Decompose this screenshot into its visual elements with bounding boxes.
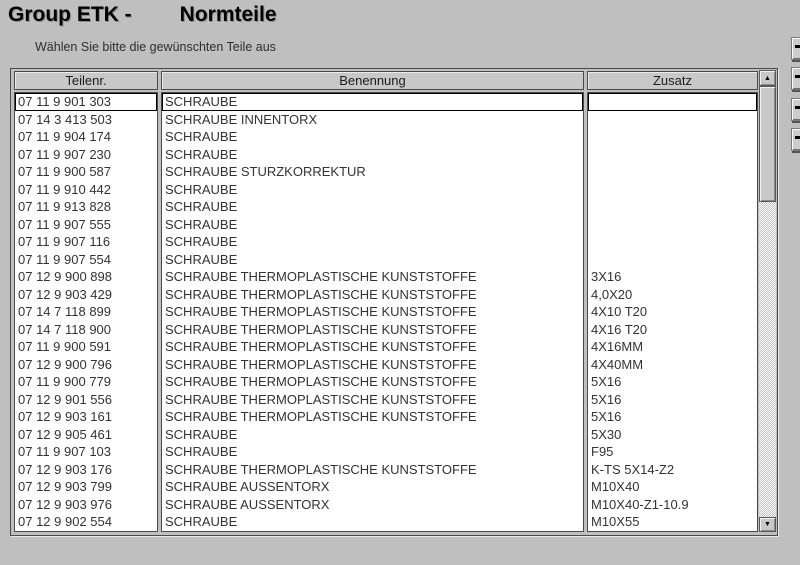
list-column-teilenr — [14, 92, 158, 532]
table-row-cell-zusatz[interactable] — [588, 181, 757, 199]
table-row-cell-teilenr[interactable]: 07 14 7 118 900 — [18, 321, 112, 337]
table-row-cell-zusatz[interactable]: 4X16 T20 — [591, 321, 648, 337]
table-row-cell-benennung[interactable]: SCHRAUBE — [165, 129, 238, 144]
scroll-down-button[interactable] — [759, 517, 776, 532]
vertical-scrollbar — [759, 70, 776, 532]
down-arrow-icon: ▼ — [764, 521, 771, 528]
toolbar-button-icon — [795, 75, 800, 78]
table-row-cell-benennung[interactable]: SCHRAUBE THERMOPLASTISCHE KUNSTSTOFFE — [165, 461, 477, 477]
table-row-cell-benennung[interactable]: SCHRAUBE — [165, 444, 238, 459]
table-row-cell-zusatz[interactable] — [588, 93, 757, 111]
table-row-cell-teilenr[interactable]: 07 11 9 907 230 — [18, 146, 112, 162]
table-row-cell-benennung[interactable]: SCHRAUBE INNENTORX — [165, 111, 318, 127]
toolbar-button-icon — [795, 106, 800, 109]
table-row-cell-benennung[interactable]: SCHRAUBE THERMOPLASTISCHE KUNSTSTOFFE — [165, 391, 477, 407]
table-row-cell-benennung[interactable]: SCHRAUBE — [165, 146, 238, 162]
table-row-cell-teilenr[interactable]: 07 12 9 905 461 — [18, 426, 112, 442]
instruction-text: Wählen Sie bitte die gewünschten Teile aus — [35, 40, 276, 54]
list-column-benennung — [161, 92, 584, 532]
table-row-cell-teilenr[interactable]: 07 14 7 118 899 — [18, 304, 112, 319]
table-row-cell-teilenr[interactable]: 07 14 3 413 503 — [18, 111, 112, 127]
table-row-cell-benennung[interactable]: SCHRAUBE THERMOPLASTISCHE KUNSTSTOFFE — [165, 356, 477, 372]
table-row-cell-benennung[interactable]: SCHRAUBE — [165, 199, 238, 214]
table-row-cell-zusatz[interactable]: 5X30 — [591, 426, 622, 442]
table-row-cell-teilenr[interactable]: 07 11 9 913 828 — [18, 199, 112, 214]
column-header-benennung[interactable]: Benennung — [161, 71, 584, 90]
toolbar-button-icon — [795, 45, 800, 48]
scroll-up-button[interactable] — [759, 70, 776, 86]
table-row-cell-benennung[interactable]: SCHRAUBE THERMOPLASTISCHE KUNSTSTOFFE — [165, 339, 477, 354]
table-row-cell-benennung[interactable]: SCHRAUBE THERMOPLASTISCHE KUNSTSTOFFE — [165, 269, 477, 284]
table-row-cell-benennung[interactable]: SCHRAUBE THERMOPLASTISCHE KUNSTSTOFFE — [165, 374, 477, 389]
toolbar-button-icon — [795, 136, 800, 139]
table-row-cell-benennung[interactable]: SCHRAUBE — [165, 251, 238, 267]
side-toolbar-button[interactable] — [791, 98, 800, 121]
table-row-cell-zusatz[interactable]: F95 — [591, 444, 614, 459]
table-row-cell-benennung[interactable]: SCHRAUBE — [165, 181, 238, 197]
table-row-cell-teilenr[interactable]: 07 12 9 903 176 — [18, 461, 112, 477]
column-header-teilenr[interactable]: Teilenr. — [14, 71, 158, 90]
table-row-cell-benennung[interactable]: SCHRAUBE — [162, 93, 583, 111]
table-row-cell-zusatz[interactable] — [588, 198, 757, 216]
side-toolbar-button[interactable] — [791, 128, 800, 151]
side-toolbar-button[interactable] — [791, 37, 800, 60]
table-row-cell-benennung[interactable]: SCHRAUBE — [165, 514, 238, 529]
table-row-cell-benennung[interactable]: SCHRAUBE — [165, 234, 238, 249]
table-row-cell-benennung[interactable]: SCHRAUBE THERMOPLASTISCHE KUNSTSTOFFE — [165, 286, 477, 302]
table-row-cell-zusatz[interactable]: 4X16MM — [591, 339, 644, 354]
table-row-cell-zusatz[interactable]: M10X40 — [591, 479, 640, 494]
table-row-cell-benennung[interactable]: SCHRAUBE THERMOPLASTISCHE KUNSTSTOFFE — [165, 409, 477, 424]
table-row-cell-zusatz[interactable]: 3X16 — [591, 269, 622, 284]
table-row-cell-benennung[interactable]: SCHRAUBE THERMOPLASTISCHE KUNSTSTOFFE — [165, 321, 477, 337]
scrollbar-track[interactable] — [759, 202, 776, 517]
list-column-zusatz — [587, 92, 758, 532]
table-row-cell-zusatz[interactable]: M10X40-Z1-10.9 — [591, 496, 689, 512]
table-row-cell-zusatz[interactable]: 5X16 — [591, 409, 622, 424]
table-row-cell-teilenr[interactable]: 07 11 9 900 779 — [18, 374, 112, 389]
table-row-cell-teilenr[interactable]: 07 11 9 907 116 — [18, 234, 111, 249]
title-section: Normteile — [179, 3, 277, 26]
table-row-cell-teilenr[interactable]: 07 11 9 900 587 — [18, 164, 112, 179]
table-row-cell-zusatz[interactable]: K-TS 5X14-Z2 — [591, 461, 675, 477]
table-row-cell-teilenr[interactable]: 07 11 9 901 303 — [15, 93, 157, 111]
table-row-cell-teilenr[interactable]: 07 11 9 910 442 — [18, 181, 112, 197]
table-row-cell-teilenr[interactable]: 07 11 9 900 591 — [18, 339, 112, 354]
table-row-cell-zusatz[interactable] — [588, 146, 757, 164]
table-row-cell-zusatz[interactable]: 5X16 — [591, 391, 622, 407]
table-row-cell-zusatz[interactable]: M10X55 — [591, 514, 640, 529]
table-row-cell-teilenr[interactable]: 07 12 9 903 976 — [18, 496, 112, 512]
title-group: Group ETK - — [8, 3, 132, 26]
table-row-cell-teilenr[interactable]: 07 12 9 903 429 — [18, 286, 112, 302]
table-row-cell-zusatz[interactable] — [588, 163, 757, 181]
table-row-cell-teilenr[interactable]: 07 11 9 907 554 — [18, 251, 112, 267]
column-header-zusatz[interactable]: Zusatz — [587, 71, 758, 90]
table-row-cell-benennung[interactable]: SCHRAUBE — [165, 426, 238, 442]
table-row-cell-teilenr[interactable]: 07 12 9 900 796 — [18, 356, 112, 372]
table-row-cell-teilenr[interactable]: 07 12 9 903 799 — [18, 479, 112, 494]
side-toolbar-button[interactable] — [791, 67, 800, 90]
table-row-cell-zusatz[interactable]: 5X16 — [591, 374, 622, 389]
table-row-cell-zusatz[interactable]: 4X10 T20 — [591, 304, 648, 319]
page-title — [8, 3, 277, 27]
scrollbar-thumb[interactable] — [759, 86, 776, 202]
table-row-cell-teilenr[interactable]: 07 11 9 907 555 — [18, 216, 112, 232]
table-row-cell-zusatz[interactable] — [588, 111, 757, 129]
table-row-cell-teilenr[interactable]: 07 12 9 903 161 — [18, 409, 112, 424]
table-row-cell-zusatz[interactable] — [588, 216, 757, 234]
table-row-cell-benennung[interactable]: SCHRAUBE THERMOPLASTISCHE KUNSTSTOFFE — [165, 304, 477, 319]
table-row-cell-teilenr[interactable]: 07 11 9 904 174 — [18, 129, 112, 144]
table-row-cell-teilenr[interactable]: 07 12 9 902 554 — [18, 514, 112, 529]
table-row-cell-benennung[interactable]: SCHRAUBE STURZKORREKTUR — [165, 164, 366, 179]
table-row-cell-teilenr[interactable]: 07 12 9 900 898 — [18, 269, 112, 284]
parts-table-frame — [10, 68, 778, 536]
table-row-cell-zusatz[interactable] — [588, 251, 757, 269]
table-row-cell-zusatz[interactable]: 4,0X20 — [591, 286, 633, 302]
table-row-cell-zusatz[interactable]: 4X40MM — [591, 356, 644, 372]
table-row-cell-benennung[interactable]: SCHRAUBE AUSSENTORX — [165, 496, 330, 512]
table-row-cell-zusatz[interactable] — [588, 233, 757, 251]
table-row-cell-benennung[interactable]: SCHRAUBE — [165, 216, 238, 232]
up-arrow-icon: ▲ — [764, 74, 771, 82]
table-row-cell-teilenr[interactable]: 07 11 9 907 103 — [18, 444, 112, 459]
table-row-cell-benennung[interactable]: SCHRAUBE AUSSENTORX — [165, 479, 330, 494]
table-row-cell-zusatz[interactable] — [588, 128, 757, 146]
table-row-cell-teilenr[interactable]: 07 12 9 901 556 — [18, 391, 112, 407]
